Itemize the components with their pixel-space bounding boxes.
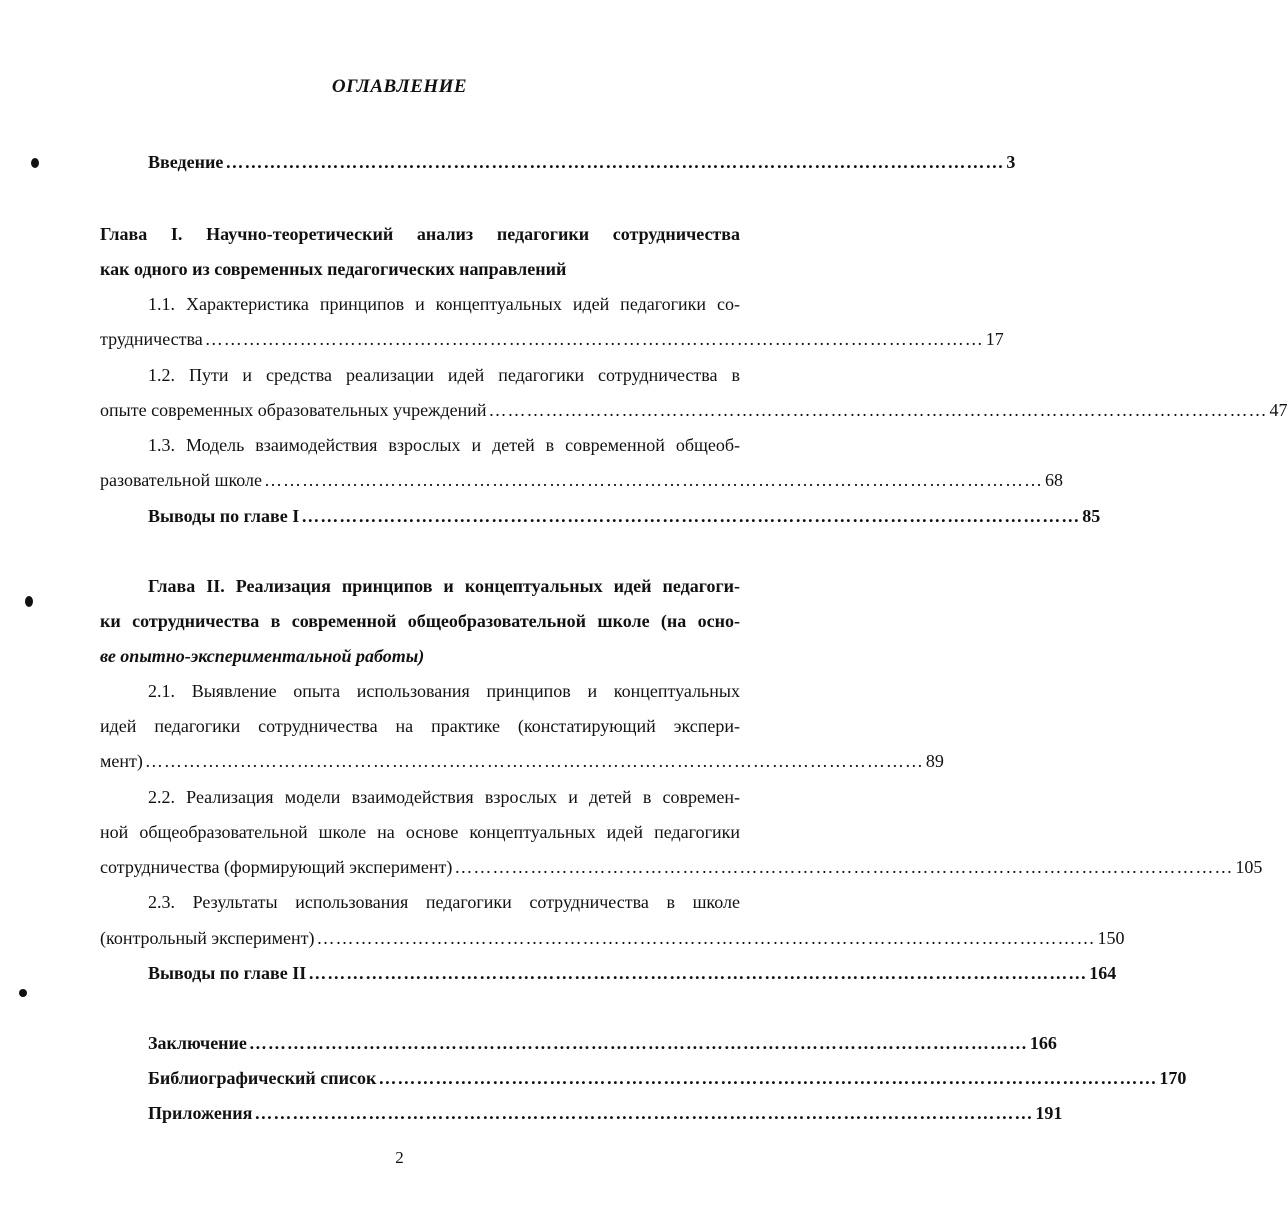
entry-page: 164	[1089, 963, 1117, 983]
toc-entry-1-1[interactable]: 1.1. Характеристика принципов и концептуальных идей педагогики со-	[148, 294, 740, 314]
toc-entry-conclusion[interactable]	[148, 1029, 1057, 1057]
dot-leader: ……………………………………………………………………………………………………………	[225, 152, 1005, 172]
chapter2-heading[interactable]: Глава II. Реализация принципов и концептуальных идей педагоги-	[148, 576, 740, 596]
toc-entry-2-3[interactable]: 2.3. Результаты использования педагогики сотрудничества в школе	[148, 892, 740, 912]
toc-entry-chapter1-conclusions[interactable]	[148, 502, 1101, 530]
entry-page: 3	[1006, 152, 1016, 172]
entry-label: мент)	[100, 751, 143, 771]
toc-entry-2-3-cont	[100, 924, 1125, 952]
dot-leader: ……………………………………………………………………………………………………………	[316, 928, 1096, 948]
toc-entry-appendices[interactable]	[148, 1099, 1063, 1127]
entry-page: 47	[1269, 400, 1288, 420]
chapter1-heading-cont: как одного из современных педагогических направлений	[100, 259, 567, 279]
dot-leader: ……………………………………………………………………………………………………………	[204, 329, 984, 349]
entry-page: 170	[1159, 1068, 1187, 1088]
toc-entry-2-1-cont	[100, 747, 944, 775]
toc-entry-2-2[interactable]: 2.2. Реализация модели взаимодействия взрослых и детей в современ-	[148, 787, 740, 807]
toc-entry-2-2-cont: ной общеобразовательной школе на основе концептуальных идей педагогики	[100, 822, 740, 842]
entry-label: Приложения	[148, 1103, 253, 1123]
entry-label: Библиографический список	[148, 1068, 377, 1088]
entry-page: 89	[925, 751, 944, 771]
toc-entry-1-1-cont	[100, 325, 1004, 353]
toc-entry-bibliography[interactable]	[148, 1064, 1187, 1092]
toc-title: ОГЛАВЛЕНИЕ	[331, 76, 468, 97]
dot-leader: ……………………………………………………………………………………………………………	[378, 1068, 1158, 1088]
entry-page: 68	[1045, 470, 1064, 490]
dot-leader: ……………………………………………………………………………………………………………	[308, 963, 1088, 983]
chapter1-heading[interactable]: Глава I. Научно-теоретический анализ педагогики сотрудничества	[100, 224, 740, 244]
scan-mark	[31, 158, 39, 168]
entry-page: 166	[1029, 1033, 1057, 1053]
entry-label: Заключение	[148, 1033, 247, 1053]
dot-leader: ……………………………………………………………………………………………………………	[264, 470, 1044, 490]
scan-mark	[25, 596, 33, 607]
entry-page: 105	[1235, 857, 1263, 877]
toc-entry-1-2-cont	[100, 396, 1288, 424]
toc-entry-1-3[interactable]: 1.3. Модель взаимодействия взрослых и детей в современной общеоб-	[148, 435, 740, 455]
dot-leader: ……………………………………………………………………………………………………………	[248, 1033, 1028, 1053]
toc-entry-2-1-cont: идей педагогики сотрудничества на практике (констатирующий экспери-	[100, 716, 740, 736]
entry-label: Введение	[148, 152, 224, 172]
dot-leader: ……………………………………………………………………………………………………………	[254, 1103, 1034, 1123]
entry-label: Выводы по главе I	[148, 506, 300, 526]
entry-label: трудничества	[100, 329, 203, 349]
page-number: 2	[395, 1148, 404, 1167]
scan-mark	[19, 989, 27, 997]
dot-leader: ……………………………………………………………………………………………………………	[488, 400, 1268, 420]
entry-page: 17	[985, 329, 1004, 349]
entry-page: 85	[1082, 506, 1101, 526]
entry-label: сотрудничества (формирующий эксперимент)	[100, 857, 453, 877]
chapter2-heading-cont: ки сотрудничества в современной общеобразовательной школе (на осно-	[100, 611, 740, 631]
dot-leader: ……………………………………………………………………………………………………………	[301, 506, 1081, 526]
chapter2-heading-cont: ве опытно-экспериментальной работы)	[100, 646, 425, 666]
entry-label: Выводы по главе II	[148, 963, 307, 983]
dot-leader: ……………………………………………………………………………………………………………	[144, 751, 924, 771]
entry-page: 191	[1035, 1103, 1063, 1123]
dot-leader: ……………………………………………………………………………………………………………	[454, 857, 1234, 877]
toc-entry-2-1[interactable]: 2.1. Выявление опыта использования принципов и концептуальных	[148, 681, 740, 701]
entry-page: 150	[1097, 928, 1125, 948]
toc-entry-1-3-cont	[100, 466, 1064, 494]
entry-label: опыте современных образовательных учреждений	[100, 400, 487, 420]
toc-entry-chapter2-conclusions[interactable]	[148, 959, 1117, 987]
toc-entry-1-2[interactable]: 1.2. Пути и средства реализации идей педагогики сотрудничества в	[148, 365, 740, 385]
toc-entry-introduction[interactable]	[148, 148, 1016, 176]
entry-label: (контрольный эксперимент)	[100, 928, 315, 948]
toc-entry-2-2-cont	[100, 853, 1263, 881]
entry-label: разовательной школе	[100, 470, 263, 490]
